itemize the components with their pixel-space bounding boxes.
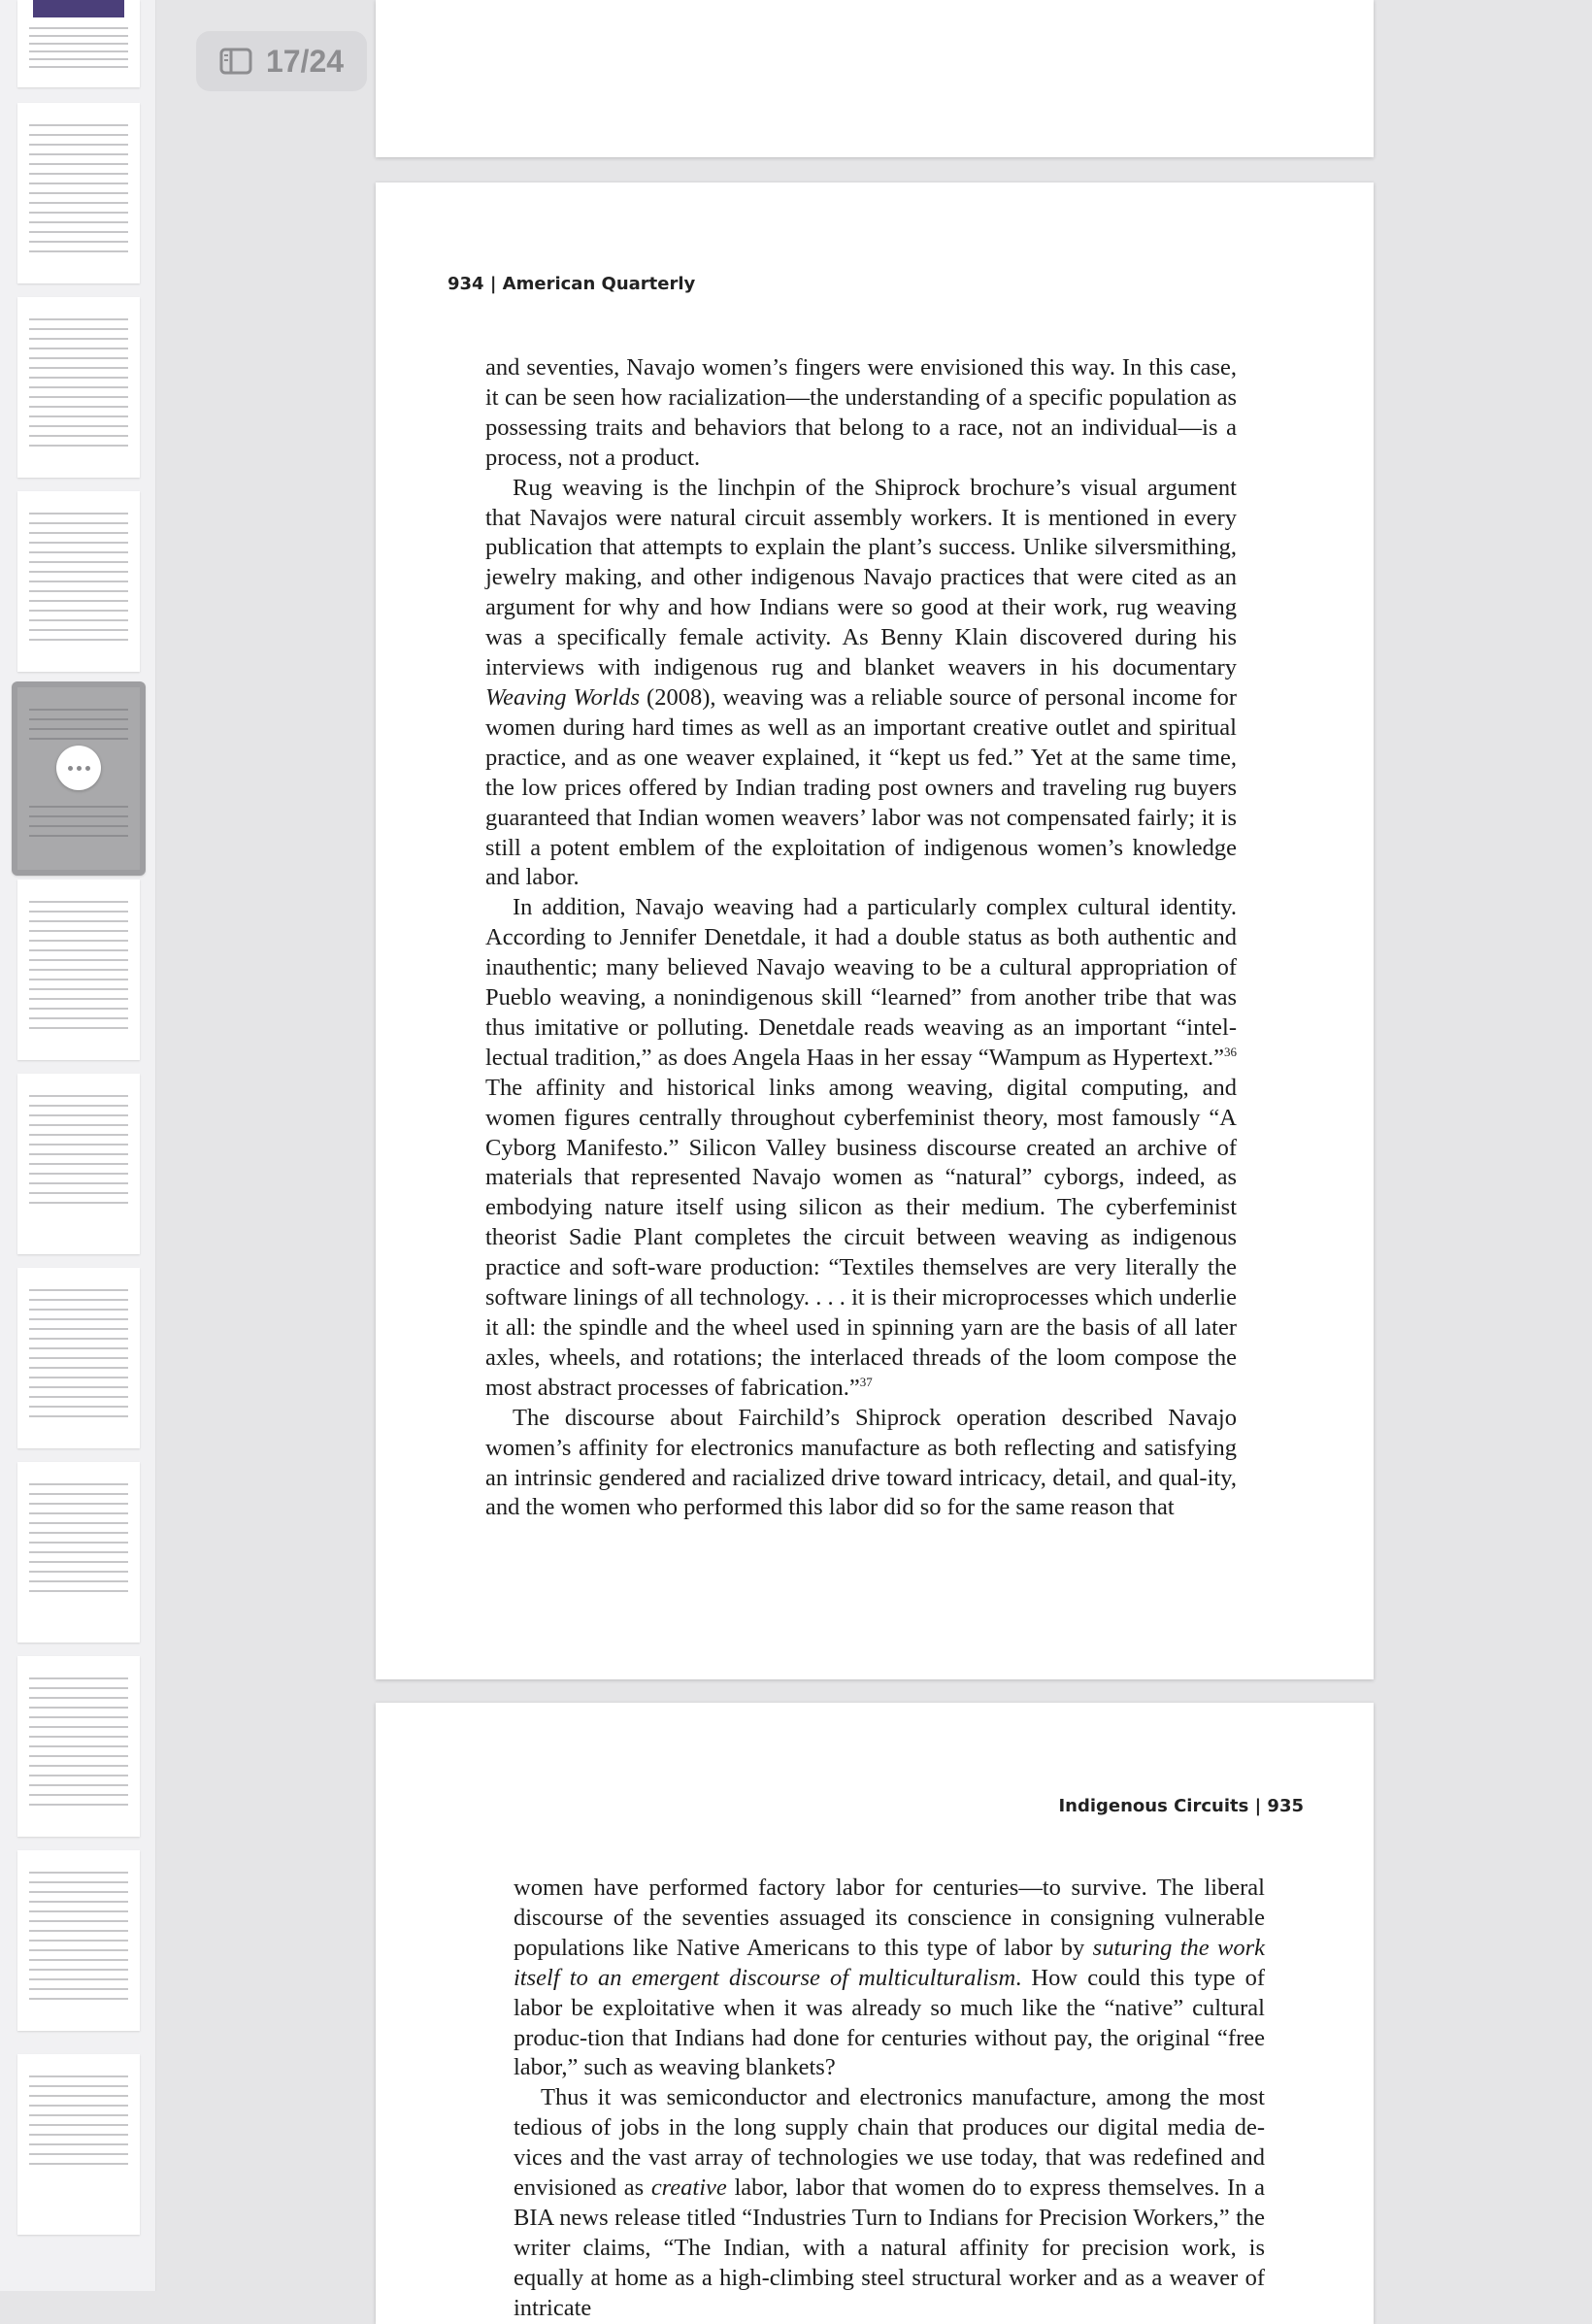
page-thumbnail-24[interactable]: [17, 1850, 140, 2031]
page-thumbnail-14[interactable]: [17, 0, 140, 87]
page-935: [376, 1703, 1374, 2324]
film-title: Weaving Worlds: [485, 683, 641, 711]
thumbnail-sidebar: [0, 0, 156, 2291]
footnote-ref[interactable]: 36: [1224, 1044, 1237, 1059]
page-thumbnail-21[interactable]: [17, 1268, 140, 1448]
page-thumbnail-20[interactable]: [17, 1074, 140, 1254]
page-counter[interactable]: [196, 31, 367, 91]
page-thumbnail-23[interactable]: [17, 1656, 140, 1837]
paragraph: [485, 893, 1237, 1403]
page-thumbnail-25[interactable]: [17, 2054, 140, 2235]
page-thumbnail-17-prev[interactable]: [17, 491, 140, 672]
paragraph-text: women have performed factory labor for centuries—to survive. The liberal discourse of the seventies assuaged its conscience in consigning vulnerable populations like Native Americans to this type of labor by: [514, 1875, 1265, 1961]
page-934-body: [485, 353, 1237, 1523]
footnote-ref[interactable]: 37: [859, 1374, 873, 1389]
page-thumbnail-19[interactable]: [17, 880, 140, 1060]
paragraph-text: . How could this type of labor be exploitative when it was already so much like the “native” cultural produc-tion that Indians had done for centuries without pay, the original “free labor,” such as weaving blankets?: [514, 1964, 1265, 2081]
paragraph-text: (2008), weaving was a reliable source of personal income for women during hard times as well as an important creative outlet and spiritual practice, and as one weaver explained, it “kept us fed.” Yet at the same time, the low prices offered by Indian trading post owners and traveling rug buyers guaranteed that Indian women weavers’ labor was not compensated fairly; it is still a potent emblem of the exploitation of indigenous women’s knowledge and labor.: [485, 683, 1237, 891]
previous-page: [376, 0, 1374, 157]
paragraph: [485, 474, 1237, 894]
paragraph: [514, 1874, 1265, 2083]
page-thumbnail-16[interactable]: [17, 297, 140, 478]
paragraph-text: Rug weaving is the linchpin of the Shiprock brochure’s visual argument that Navajos were natural circuit assembly workers. It is mentioned in every publication that attempts to explain the plant’s success. Unlike silversmithing, jewelry making, and other indigenous Navajo practices that were cited as an argument for why and how Indians were so good at their work, rug weaving was a specifically female activity. As Benny Klain discovered during his interviews with indigenous rug and blanket weavers in his documentary: [485, 474, 1237, 681]
more-icon[interactable]: [56, 746, 101, 790]
running-head: 934 | American Quarterly: [448, 274, 696, 294]
paragraph: [514, 2083, 1265, 2323]
paragraph-text: labor, labor that women do to express themselves. In a BIA news release titled “Industries Turn to Indians for Precision Workers,” the writer claims, “The Indian, with a natural affinity for precision work, is equally at home as a high-climbing steel structural worker and as a weaver of intricate: [514, 2175, 1266, 2321]
page-thumbnail-selected[interactable]: [12, 681, 146, 876]
page-935-body: [514, 1874, 1265, 2324]
paragraph-text: Thus it was semiconductor and electronics manufacture, among the most tedious of jobs in the long supply chain that produces our digital media de-vices and the vast array of technologies we use today, that was redefined and envisioned as: [514, 2084, 1265, 2202]
paragraph: The discourse about Fairchild’s Shiprock operation described Navajo women’s affinity for electronics manufacture as both reflecting and satisfying an intrinsic gendered and racialized drive toward intricacy, detail, and qual-ity, and the women who performed this labor did so for the same reason that: [485, 1404, 1237, 1521]
running-head: Indigenous Circuits | 935: [1058, 1796, 1304, 1816]
page-counter-label: 17/24: [265, 43, 345, 79]
page-thumbnail-22[interactable]: [17, 1462, 140, 1643]
page-thumbnail-15[interactable]: [17, 103, 140, 283]
paragraph: and seventies, Navajo women’s fingers were envisioned this way. In this case, it can be seen how racialization—the understanding of a specific population as possessing traits and behaviors that belong to a race, not an individual—is a process, not a product.: [485, 354, 1237, 471]
paragraph-text: In addition, Navajo weaving had a particularly complex cultural identity. According to Jennifer Denetdale, it had a double status as both authentic and inauthentic; many believed Navajo weaving to be a cultural appropriation of Pueblo weaving, a nonindigenous skill “learned” from another tribe that was thus imitative or polluting. Denetdale reads weaving as an important “intel-lectual tradition,” as does Angela Haas in her essay “Wampum as Hypertext.”: [485, 894, 1237, 1071]
sidebar-icon: [219, 48, 252, 75]
thumbnail-image: [33, 0, 124, 17]
paragraph-text: The affinity and historical links among weaving, digital computing, and women figures centrally throughout cyberfeminist theory, most famously “A Cyborg Manifesto.” Silicon Valley business discourse created an archive of materials that represented Navajo women as “natural” cyborgs, indeed, as embodying nature itself using silicon as their medium. The cyberfeminist theorist Sadie Plant completes the circuit between weaving as indigenous practice and soft-ware production: “Textiles themselves are very literally the software linings of all technology. . . . it is their microprocesses which underlie it all: the spindle and the wheel used in spinning yarn are the basis of all later axles, wheels, and rotations; the interlaced threads of the loom compose the most abstract processes of fabrication.”: [485, 1074, 1237, 1401]
page-934: [376, 183, 1374, 1679]
emphasis: creative: [650, 2175, 727, 2202]
emphasis: suturing the work itself to an emergent discourse of multiculturalism: [514, 1934, 1266, 1991]
